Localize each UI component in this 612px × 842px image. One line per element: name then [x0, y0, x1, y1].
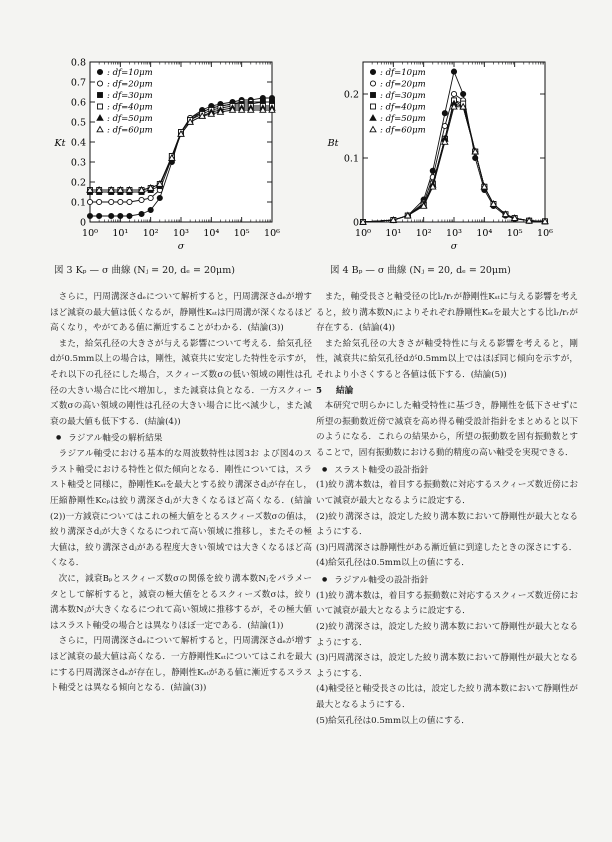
list-item: (2)絞り溝深さは，設定した絞り溝本数において静剛性が最大となるようにする． — [316, 622, 578, 648]
section-heading — [316, 384, 578, 400]
y-tick-label: 0.8 — [70, 57, 86, 69]
figure-3 — [45, 52, 280, 257]
legend-marker — [370, 69, 375, 74]
data-point — [87, 199, 92, 204]
legend-label: : df=60μm — [107, 125, 153, 136]
data-point — [139, 211, 144, 216]
data-point — [87, 213, 92, 218]
legend-label: : df=30μm — [380, 91, 426, 101]
legend-marker — [371, 93, 376, 98]
x-tick-label: 10⁶ — [537, 228, 553, 239]
paragraph: また，軸受長さと軸受径の比lᵣ/rᵣが静剛性Kₛₜに与える影響を考えると，絞り溝本数Nⱼによりそれぞれ静剛性Kₛₜを最大とする比lᵣ/rᵣが存在する．(結論(4)) — [316, 292, 578, 334]
legend-label: : df=10μm — [380, 68, 426, 78]
data-point — [442, 123, 447, 128]
legend-marker — [370, 81, 375, 86]
right-text-column — [316, 290, 578, 729]
data-point — [97, 199, 102, 204]
paragraph: また給気孔径の大きさが軸受特性に与える影響を考えると，剛性，減衰共に給気孔径dが0.5mm以上ではほぼ同じ傾向を示すが，それより小さくすると各値は低下する．(結論(5)) — [316, 338, 578, 380]
x-tick-label: 10³ — [173, 228, 189, 239]
y-tick-label: 0.1 — [70, 197, 86, 209]
x-tick-label: 10² — [142, 228, 159, 239]
y-axis-label: Kt — [54, 138, 66, 149]
data-point — [148, 207, 153, 212]
list-item: (5)給気孔径は0.5mm以上の値にする． — [316, 715, 470, 726]
legend-label: : df=40μm — [107, 102, 153, 113]
paragraph: さらに，円周溝深さdₑについて解析すると，円周溝深さdₑが増すほど減衰の最大値は低くなるが，静剛性Kₛₜは円周溝が深くなるほど高くなり，やがてある値に漸近することがわかる．(結論(3)) — [50, 292, 312, 334]
list-item: (1)絞り溝本数は，着目する振動数に対応するスクィーズ数近傍において減衰が最大となるように設定する． — [316, 590, 578, 617]
list-item: (3)円周溝深さは，設定した絞り溝本数において静剛性が最大となるようにする． — [316, 653, 578, 679]
data-point — [442, 111, 447, 116]
y-tick-label: 0.4 — [70, 137, 86, 149]
data-point — [109, 213, 114, 218]
legend-label: : df=20μm — [380, 79, 426, 90]
y-tick-label: 0.6 — [70, 97, 86, 109]
list-item: (4)軸受径と軸受長さの比は，設定した絞り溝本数において静剛性が最大となるようにする． — [316, 684, 578, 711]
x-tick-label: 10⁰ — [355, 228, 371, 239]
section-title: 結論 — [335, 385, 354, 396]
paragraph: さらに，円周溝深さdₑについて解析すると，円周溝深さdₑが増すほど減衰の最大値は高くなる．一方静剛性Kₛₜについてはこれを最大にする円周溝深さdₑが存在し，静剛性Kₛₜがある値に漸近するスラスト軸受とは異なる傾向となる．(結論(3)) — [50, 636, 312, 694]
y-tick-label: 0 — [79, 217, 86, 229]
data-point — [157, 195, 162, 200]
legend-label: : df=30μm — [107, 91, 153, 101]
bt-sigma-chart — [318, 52, 553, 257]
legend-marker — [97, 69, 102, 74]
data-point — [97, 213, 102, 218]
data-point — [109, 199, 114, 204]
data-point — [118, 199, 123, 204]
legend-marker — [97, 81, 102, 86]
legend-label: : df=50μm — [107, 114, 153, 124]
x-tick-label: 10⁵ — [233, 228, 250, 239]
y-tick-label: 0.7 — [70, 77, 86, 89]
data-point — [127, 199, 132, 204]
paragraph: 本研究で明らかにした軸受特性に基づき，静剛性を低下させずに所望の振動数近傍で減衰を高め得る軸受設計指針をまとめると以下のようになる．これらの結果から，所望の振動数を固有振動数とすることで，固有振動数における動的精度の高い軸受を実現できる． — [316, 401, 578, 458]
data-point — [127, 213, 132, 218]
x-tick-label: 10⁰ — [82, 228, 98, 239]
legend-marker — [98, 93, 103, 98]
x-tick-label: 10⁶ — [264, 228, 280, 239]
y-tick-label: 0.2 — [343, 89, 359, 101]
legend-label: : df=60μm — [380, 125, 426, 136]
x-tick-label: 10² — [415, 228, 432, 239]
x-tick-label: 10⁴ — [476, 228, 493, 239]
legend-label: : df=20μm — [107, 79, 153, 90]
paragraph: また，給気孔径の大きさが与える影響について考える．給気孔径dが0.5mm以上の場合は，剛性，減衰共に安定した特性を示すが，それ以下の孔径にした場合，スクィーズ数σの低い領域の剛性は孔径の大きい場合に比べ増加し，また減衰は負となる．一方スクィーズ数σの高い領域の剛性は孔径の大きい場合に比べ減少し，また減衰の最大値も低下する．(結論(4)) — [50, 338, 312, 427]
list-item: (2)絞り溝深さは，設定した絞り溝本数において静剛性が最大となるようにする． — [316, 511, 578, 538]
subheading: ● スラスト軸受の設計指針 — [316, 462, 578, 479]
x-axis-label: σ — [177, 241, 185, 252]
legend-label: : df=10μm — [107, 68, 153, 78]
x-axis-label: σ — [450, 241, 458, 252]
y-axis-label: Bt — [327, 138, 339, 149]
data-point — [451, 69, 456, 74]
y-tick-label: 0.3 — [70, 157, 86, 169]
y-tick-label: 0.2 — [70, 177, 86, 189]
x-tick-label: 10³ — [446, 228, 462, 239]
list-item: (4)給気孔径は0.5mm以上の値にする． — [316, 558, 470, 569]
y-tick-label: 0 — [352, 217, 359, 229]
legend-marker — [371, 104, 376, 109]
legend-label: : df=40μm — [380, 102, 426, 113]
data-point — [451, 91, 456, 96]
data-point — [118, 213, 123, 218]
y-tick-label: 0.1 — [343, 153, 359, 165]
x-tick-label: 10⁵ — [506, 228, 523, 239]
list-item: (3)円周溝深さは静剛性がある漸近値に到達したときの深さにする． — [316, 542, 578, 553]
left-text-column — [50, 290, 312, 697]
data-point — [139, 197, 144, 202]
data-point — [461, 91, 466, 96]
subheading: ● ラジアル軸受の設計指針 — [316, 572, 578, 589]
paragraph: 次に，減衰Bₚとスクィーズ数σの関係を絞り溝本数Nⱼをパラメータとして解析すると，減衰の極大値をとるスクィーズ数σは，絞り溝本数Nⱼが大きくなるにつれて高い領域に推移するが，その極大値はスラスト軸受の場合とは異なりほぼ一定である．(結論(1)) — [50, 573, 312, 631]
kt-sigma-chart — [45, 52, 280, 257]
x-tick-label: 10¹ — [112, 228, 129, 239]
data-point — [148, 195, 153, 200]
paragraph: ラジアル軸受における基本的な周波数特性は図3お よび図4のスラスト軸受における特性と似た傾向となる．剛性については，スラスト軸受と同様に，静剛性Kₛₜを最大とする絞り溝深さdⱼが存在し，圧縮静剛性Kcₚは絞り溝深さdⱼが大きくなるほど高くなる．(結論(2))一方減衰についてはこれの極大値をとるスクィーズ数σの値は，絞り溝深さdⱼが大きくなるにつれて高い領域に推移し，またその極大値は，絞り溝深さdⱼがある程度大きい領域では大きくなるほど高くなる． — [50, 449, 312, 569]
x-tick-label: 10⁴ — [203, 228, 220, 239]
subheading: ● ラジアル軸受の解析結果 — [50, 430, 312, 447]
legend-marker — [98, 104, 103, 109]
figure-4-caption: 図 4 Bₚ — σ 曲線 (Nⱼ = 20, dₑ = 20μm) — [330, 265, 511, 276]
figure-3-caption: 図 3 Kₚ — σ 曲線 (Nⱼ = 20, dₑ = 20μm) — [54, 265, 235, 276]
legend-label: : df=50μm — [380, 114, 426, 124]
x-tick-label: 10¹ — [385, 228, 402, 239]
section-number: 5 — [316, 385, 322, 396]
list-item: (1)絞り溝本数は，着目する振動数に対応するスクィーズ数近傍において減衰が最大となるように設定する． — [316, 480, 578, 507]
figure-4 — [318, 52, 553, 257]
y-tick-label: 0.5 — [70, 117, 86, 129]
